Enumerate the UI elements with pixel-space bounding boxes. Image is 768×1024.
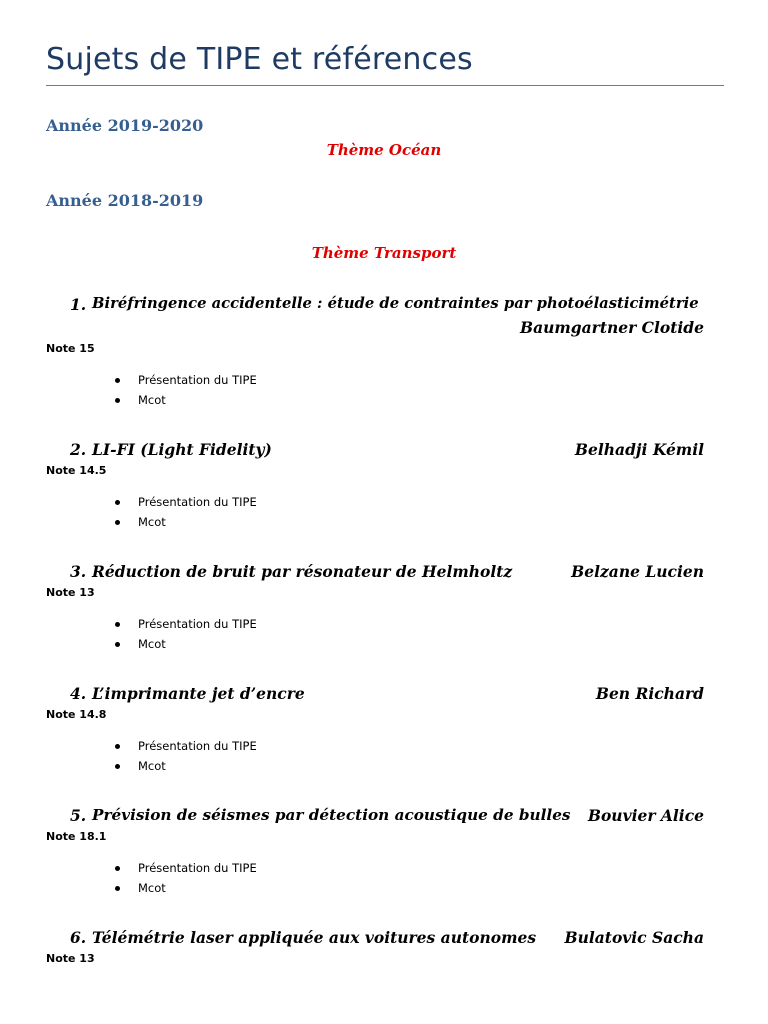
topic-author: Belhadji Kémil <box>574 440 704 459</box>
topic-note: Note 13 <box>46 586 95 599</box>
topic-item-3 <box>70 562 704 584</box>
topic-number: 6. <box>70 928 87 947</box>
bullet-icon <box>115 866 120 871</box>
year-heading-2018-2019: Année 2018-2019 <box>46 191 204 210</box>
topic-links-list <box>115 615 257 654</box>
topic-item-1 <box>70 295 704 337</box>
topic-item-6 <box>70 928 704 950</box>
topic-item-2 <box>70 440 704 462</box>
topic-number: 1. <box>70 295 87 314</box>
topic-links-list <box>115 859 257 898</box>
topic-note: Note 15 <box>46 342 95 355</box>
topic-links-list <box>115 371 257 410</box>
presentation-link[interactable]: Présentation du TIPE <box>115 493 257 513</box>
topic-author: Ben Richard <box>595 684 704 703</box>
presentation-link[interactable]: Présentation du TIPE <box>115 371 257 391</box>
topic-links-list <box>115 493 257 532</box>
mcot-link[interactable]: Mcot <box>115 391 257 411</box>
topic-number: 5. <box>70 806 87 825</box>
bullet-icon <box>115 886 120 891</box>
topic-number: 4. <box>70 684 87 703</box>
topic-title: LI-FI (Light Fidelity) <box>92 440 272 459</box>
theme-heading-transport: Thème Transport <box>311 244 457 262</box>
title-underline <box>46 85 724 86</box>
bullet-icon <box>115 622 120 627</box>
topic-note: Note 13 <box>46 952 95 965</box>
bullet-icon <box>115 398 120 403</box>
mcot-link[interactable]: Mcot <box>115 513 257 533</box>
topic-item-4 <box>70 684 704 706</box>
bullet-icon <box>115 744 120 749</box>
presentation-link[interactable]: Présentation du TIPE <box>115 615 257 635</box>
topic-number: 3. <box>70 562 87 581</box>
bullet-icon <box>115 378 120 383</box>
mcot-link[interactable]: Mcot <box>115 635 257 655</box>
topic-author: Belzane Lucien <box>571 562 704 581</box>
presentation-link[interactable]: Présentation du TIPE <box>115 859 257 879</box>
topic-links-list <box>115 737 257 776</box>
topic-title: Télémétrie laser appliquée aux voitures autonomes <box>92 928 537 947</box>
mcot-link[interactable]: Mcot <box>115 879 257 899</box>
bullet-icon <box>115 642 120 647</box>
topic-note: Note 18.1 <box>46 830 107 843</box>
topic-author: Bulatovic Sacha <box>564 928 704 947</box>
topic-title: Réduction de bruit par résonateur de Helmholtz <box>92 562 513 581</box>
document-title: Sujets de TIPE et références <box>46 42 473 77</box>
topic-number: 2. <box>70 440 87 459</box>
topic-author: Bouvier Alice <box>587 806 704 825</box>
topic-item-5 <box>70 806 704 828</box>
topic-note: Note 14.5 <box>46 464 107 477</box>
mcot-link[interactable]: Mcot <box>115 757 257 777</box>
presentation-link[interactable]: Présentation du TIPE <box>115 737 257 757</box>
year-heading-2019-2020: Année 2019-2020 <box>46 116 204 135</box>
bullet-icon <box>115 764 120 769</box>
theme-heading-ocean: Thème Océan <box>326 141 442 159</box>
topic-title: Prévision de séismes par détection acoustique de bulles <box>92 806 571 824</box>
topic-note: Note 14.8 <box>46 708 107 721</box>
topic-title: Biréfringence accidentelle : étude de contraintes par photoélasticimétrie <box>92 295 699 312</box>
topic-author: Baumgartner Clotide <box>519 318 704 337</box>
bullet-icon <box>115 500 120 505</box>
bullet-icon <box>115 520 120 525</box>
topic-title: L’imprimante jet d’encre <box>92 684 305 703</box>
